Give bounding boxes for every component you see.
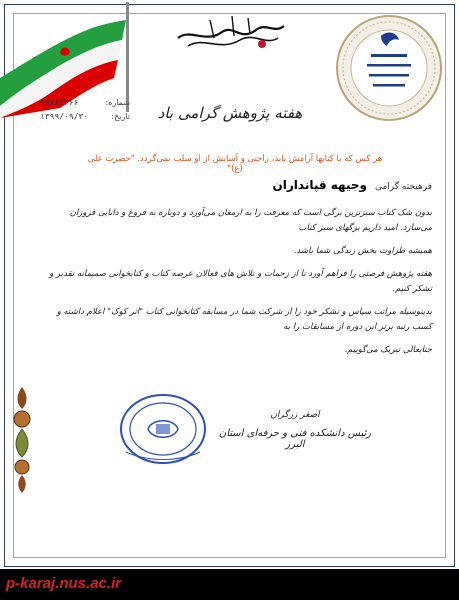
footer-site-link[interactable]: p-karaj.nus.ac.ir — [6, 575, 122, 592]
signer-name: اصغر زرگران — [270, 410, 320, 420]
salutation — [40, 178, 432, 192]
salutation-label: فرهیخته گرامی — [374, 182, 432, 192]
quote-text: هر کس که با کتابها آرامش یابد، راحتی و آسایش از او سلب نمی‌گردد. "حضرت علی (ع)" — [87, 154, 383, 174]
bismillah-calligraphy — [170, 8, 290, 58]
paragraph-1: بدون شک کتاب سبزترین برگی است که معرفت را به ارمغان می‌آورد و دوباره به فروغ و دانایی فروزان می‌سازد. امید داریم برگهای سبز کتاب — [69, 208, 432, 233]
paragraph-3: هفته پژوهش فرصتی را فراهم آورد تا از زحمات و تلاش های فعالان عرصه کتاب و کتابخوانی صمیمانه تقدیر و تشکر کنیم. — [49, 269, 432, 294]
footer-bar — [0, 569, 459, 600]
letter-meta — [40, 96, 130, 124]
ornament-icon — [8, 385, 36, 495]
official-stamp-icon — [118, 392, 208, 466]
university-seal-icon — [335, 14, 443, 122]
number-label: شماره: — [105, 98, 130, 107]
paragraph-2: همیشه طراوت بخش زندگی شما باشد. — [293, 246, 432, 256]
paragraph-5: جنابعالی تبریک می‌گوییم. — [344, 345, 432, 355]
number-value: ۹۹۷۶۳۳۶۶ — [40, 98, 79, 107]
paragraph-4: بدینوسیله مراتب سپاس و تشکر خود را از شرکت شما در مسابقه کتابخوانی کتاب "اثر کوک" اعلام داشته و کسب رتبه برتر این دوره از مسابقات را به — [56, 307, 432, 332]
page-title: هفته پژوهش گرامی باد — [157, 104, 303, 122]
letter-body — [40, 178, 432, 358]
date-label: تاریخ: — [111, 112, 130, 121]
signature-block — [215, 410, 375, 450]
recipient-name: وجیهه قپانداران — [272, 178, 367, 192]
date-value: ۱۳۹۹/۰۹/۳۰ — [40, 112, 89, 121]
signer-role: رئیس دانشکده فنی و حرفه‌ای استان البرز — [218, 428, 372, 450]
